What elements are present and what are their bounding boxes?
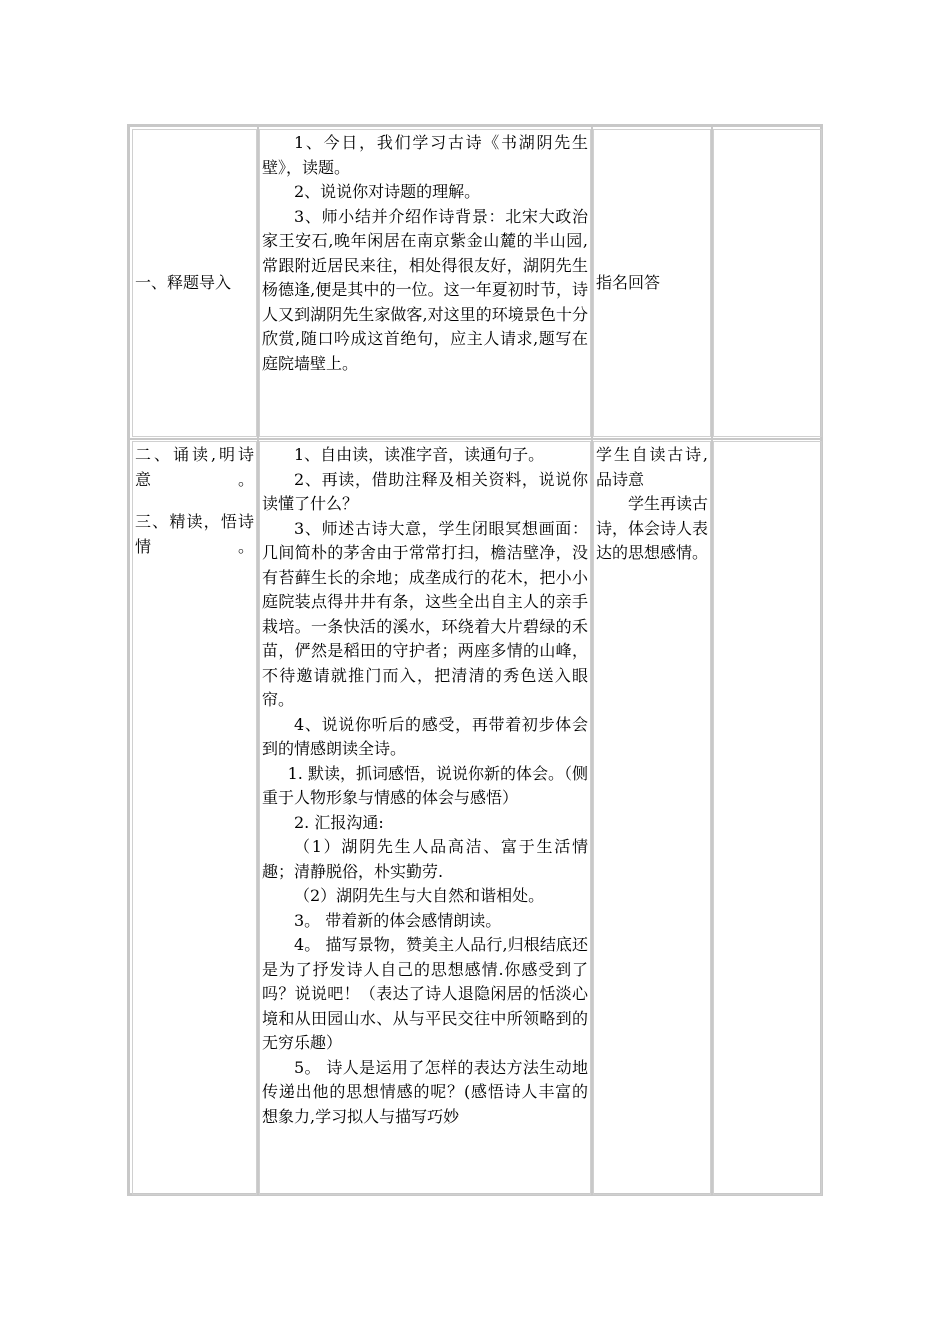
student-activity: 学生再读古诗，体会诗人表达的思想感情。	[596, 494, 709, 562]
teacher-step: 3。 带着新的体会感情朗读。	[294, 910, 502, 930]
teacher-step: 3、师述古诗大意，学生闭眼冥想画面：几间简朴的茅舍由于常常打扫，檐洁壁净，没有苔藓生长的余地；成垄成行的花木，把小小庭院装点得井井有条，这些全出自主人的亲手栽培。一条快活的溪水，环绕着大片碧绿的禾苗，俨然是稻田的守护者；两座多情的山峰，不待邀请就推门而入，把清清的秀色送入眼帘。	[262, 518, 588, 709]
teacher-step: 5。 诗人是运用了怎样的表达方法生动地传递出他的思想情感的呢？(感悟诗人丰富的想象力,学习拟人与描写巧妙	[262, 1057, 588, 1126]
teacher-step: 2、再读，借助注释及相关资料，说说你读懂了什么？	[262, 469, 588, 513]
teacher-step: 1、今日，我们学习古诗《书湖阴先生壁》，读题。	[262, 133, 588, 177]
teacher-step: 2、说说你对诗题的理解。	[294, 182, 481, 201]
teacher-activity-cell-1	[259, 129, 591, 437]
teacher-activity-cell-2	[259, 441, 591, 1195]
teacher-step: （1）湖阴先生人品高洁、富于生活情趣；清静脱俗，朴实勤劳.	[262, 837, 588, 881]
teacher-step: （2）湖阴先生与大自然和谐相处。	[294, 886, 545, 905]
stage-label: 一、释题导入	[135, 272, 232, 292]
stage-cell-2	[132, 441, 257, 1195]
note-cell-1	[713, 129, 822, 437]
lesson-plan-table	[127, 124, 823, 1196]
student-activity: 学生自读古诗,品诗意	[596, 445, 708, 489]
teacher-step: 4、说说你听后的感受，再带着初步体会到的情感朗读全诗。	[262, 714, 588, 758]
teacher-step: 3、师小结并介绍作诗背景：北宋大政治家王安石,晚年闲居在南京紫金山麓的半山园,常跟附近居民来往，相处得很友好，湖阴先生杨德逢,便是其中的一位。这一年夏初时节，诗人又到湖阴先生家做客,对这里的环境景色十分欣赏,随口吟成这首绝句，应主人请求,题写在庭院墙壁上。	[262, 206, 588, 373]
note-cell-2	[713, 441, 822, 1195]
teacher-step: 1、自由读，读准字音，读通句子。	[294, 445, 545, 464]
student-activity: 指名回答	[596, 272, 661, 292]
stage-cell-1	[132, 129, 257, 437]
teacher-step: 1. 默读，抓词感悟，说说你新的体会。（侧重于人物形象与情感的体会与感悟）	[262, 763, 588, 807]
stage-label: 二、诵读,明诗意。	[135, 445, 254, 489]
teacher-step: 2. 汇报沟通:	[294, 812, 384, 832]
student-activity-cell-2	[593, 441, 711, 1195]
student-activity-cell-1	[593, 129, 711, 437]
teacher-step: 4。 描写景物，赞美主人品行,归根结底还是为了抒发诗人自己的思想感情.你感受到了吗？说说吧！（表达了诗人退隐闲居的恬淡心境和从田园山水、从与平民交往中所领略到的无穷乐趣）	[262, 935, 588, 1052]
row-divider	[130, 438, 820, 440]
stage-label: 三、精读，悟诗情。	[135, 512, 254, 556]
